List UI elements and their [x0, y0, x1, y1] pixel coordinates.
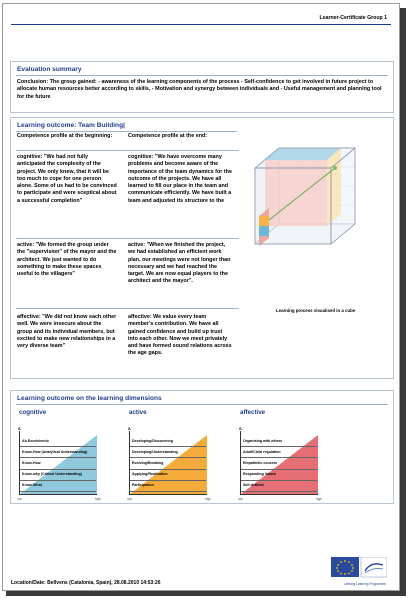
dimension-title-affective: affective	[240, 409, 266, 416]
cell-begin-cognitive: cognitive: "We had not fully anticipated the complexity of the project. We only knew, that it will be too much to cope for one person alone. Some of us had to be convinced to participate and were sceptical about a successful completion"	[17, 154, 117, 204]
row-separator	[16, 308, 239, 309]
level-label: Adult/Child regulation	[243, 449, 281, 454]
level-gridline	[20, 446, 96, 447]
level-gridline	[130, 491, 206, 492]
x-axis-low: low	[238, 497, 243, 501]
level-label: Know-What	[22, 483, 42, 488]
row-separator	[16, 238, 239, 239]
level-gridline	[130, 469, 206, 470]
level-gridline	[130, 457, 206, 458]
level-gridline	[241, 457, 317, 458]
level-gridline	[130, 480, 206, 481]
level-gridline	[241, 480, 317, 481]
level-gridline	[20, 491, 96, 492]
dimension-title-active: active	[129, 409, 147, 416]
header-title: Learner-Certificate Group 1	[319, 15, 387, 21]
level-label: Know-How (Analytical Understanding)	[22, 449, 88, 454]
x-axis	[19, 494, 97, 495]
eu-program-label: Lifelong Learning Programme	[344, 582, 386, 586]
chart-active	[127, 426, 211, 501]
eu-flag-logo	[331, 557, 387, 583]
y-axis-mark: S	[128, 426, 131, 431]
level-label: Developing/Discovering	[132, 438, 173, 443]
x-axis	[129, 494, 207, 495]
level-label: Ab Excelsiendo	[22, 438, 49, 443]
learning-dimensions-divider	[16, 404, 388, 405]
header-divider	[11, 24, 391, 25]
x-axis	[240, 494, 318, 495]
learning-dimensions-title: Learning outcome on the learning dimensions	[17, 395, 162, 402]
col-head-end: Competence profile at the end:	[128, 133, 208, 139]
chart-affective	[238, 426, 322, 501]
evaluation-summary-title: Evaluation summary	[17, 66, 82, 73]
row-separator	[16, 150, 239, 151]
level-label: Participation	[132, 483, 154, 488]
level-label: Know-why (Critical Understanding)	[22, 472, 82, 477]
level-label: Know-How	[22, 461, 41, 465]
evaluation-summary-box	[10, 61, 394, 113]
learning-dimensions-box	[10, 390, 394, 504]
certificate-page	[2, 3, 400, 591]
x-axis-low: low	[17, 497, 22, 501]
cube-caption: Learning process visualised in a cube	[276, 308, 356, 313]
y-axis	[129, 431, 130, 495]
y-axis	[19, 431, 20, 495]
level-gridline	[241, 469, 317, 470]
cell-end-active: active: "When we finished the project, we had established an efficient work plan, our meetings were not longer than necessary and we had reached the target. We are now equal players to the architect and the mayor".	[128, 242, 231, 285]
level-label: Self-defined	[243, 483, 264, 488]
level-gridline	[241, 446, 317, 447]
level-label: Organising with others	[243, 438, 283, 443]
evaluation-summary-text: Conclusion: The group gained: - awareness of the learning components of the process - Self-confidence to get involved in future project to allocate human resources better according to skills, - Motivation and synergy between individuals and - Useful management and planning tool for the future	[17, 79, 382, 100]
level-gridline	[20, 457, 96, 458]
level-gridline	[20, 480, 96, 481]
level-gridline	[241, 491, 317, 492]
y-axis-mark: S	[239, 426, 242, 431]
x-axis-low: low	[127, 497, 132, 501]
evaluation-summary-divider	[16, 75, 388, 76]
level-label: Developing/Understanding	[132, 449, 178, 454]
learning-outcome-divider	[16, 131, 237, 132]
learning-cube-image	[249, 134, 367, 304]
cell-end-cognitive: cognitive: "We have overcome many problems and become aware of the importance of the team dynamics for the outcome of the projects. We have all learned to fill our place in the team and communicate efficiently. We have built a team and adjusted its structure to the	[128, 154, 232, 204]
level-label: Responding Values	[243, 472, 277, 477]
y-axis	[240, 431, 241, 495]
y-axis-mark: S	[18, 426, 21, 431]
level-label: Applying/Realisation	[132, 472, 168, 477]
footer-location: Location/Date: Bellvens (Catalonia, Spain), 28.08.2010 14:53:26	[11, 580, 161, 586]
level-label: Empathetic concern	[243, 461, 278, 465]
cell-begin-active: active: "We formed the group under the "supervision" of the mayor and the architect. We just wanted to do something to make these spaces useful to the villagers"	[17, 242, 117, 278]
chart-cognitive	[17, 426, 101, 501]
learning-outcome-title: Learning outcome: Team Building|	[17, 122, 125, 129]
x-axis-high: high	[204, 497, 211, 501]
x-axis-high: high	[315, 497, 322, 501]
level-gridline	[20, 469, 96, 470]
col-head-begin: Competence profile at the beginning:	[17, 133, 113, 139]
learning-outcome-box	[10, 117, 394, 379]
level-gridline	[130, 446, 206, 447]
dimension-title-cognitive: cognitive	[19, 409, 47, 416]
cell-begin-affective: affective: "We did not know each other well. We were insecure about the group and its individual members, but excited to make new relationships in a very diverse team"	[17, 314, 117, 350]
level-label: Evolving/Breaking	[132, 461, 164, 465]
cell-end-affective: affective: We value every team member's contribution. We have all gained confidence and build up trust into each other. Now we meet privately and have formed sound relations across the age gaps.	[128, 314, 232, 357]
x-axis-high: high	[94, 497, 101, 501]
